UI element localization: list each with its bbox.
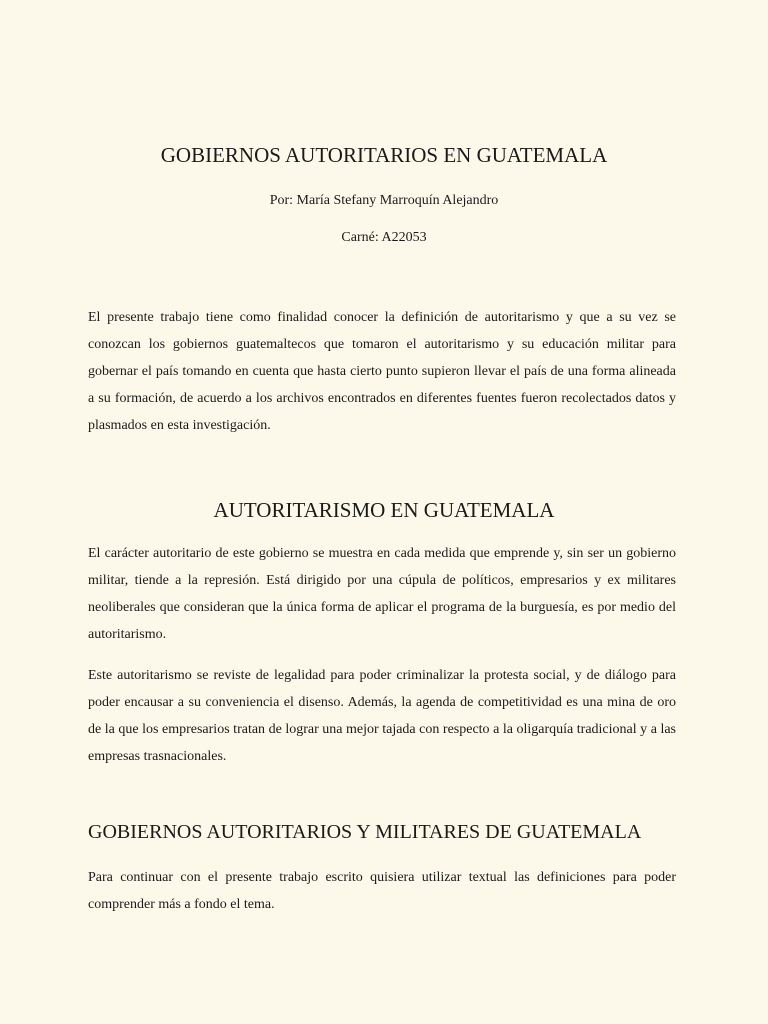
section-heading: AUTORITARISMO EN GUATEMALA	[213, 498, 555, 522]
document-title: GOBIERNOS AUTORITARIOS EN GUATEMALA	[160, 143, 608, 167]
intro-paragraph: El presente trabajo tiene como finalidad conocer la definición de autoritarismo y que a su vez se conozcan los gobiernos guatemaltecos que tomaron el autoritarismo y su educación militar para gobernar el país tomando en cuenta que hasta cierto punto supieron llevar el país de una forma alineada a su formación, de acuerdo a los archivos encontrados en diferentes fuentes fueron recolectados datos y plasmados en esta investigación.	[88, 310, 676, 433]
section-heading: GOBIERNOS AUTORITARIOS Y MILITARES DE GUATEMALA	[88, 821, 642, 843]
author-line: Por: María Stefany Marroquín Alejandro	[269, 193, 499, 208]
section-paragraph: El carácter autoritario de este gobierno se muestra en cada medida que emprende y, sin ser un gobierno militar, tiende a la represión. Está dirigido por una cúpula de políticos, empresarios y ex militares neoliberales que consideran que la única forma de aplicar el programa de la burguesía, es por medio del autoritarismo.	[88, 546, 676, 642]
section-paragraph: Para continuar con el presente trabajo escrito quisiera utilizar textual las definiciones para poder comprender más a fondo el tema.	[88, 870, 676, 912]
section-paragraph: Este autoritarismo se reviste de legalidad para poder criminalizar la protesta social, y de diálogo para poder encausar a su conveniencia el disenso. Además, la agenda de competitividad es una mina de oro de la que los empresarios tratan de lograr una mejor tajada con respecto a la oligarquía tradicional y a las empresas trasnacionales.	[88, 668, 676, 764]
carne-line: Carné: A22053	[341, 230, 427, 245]
